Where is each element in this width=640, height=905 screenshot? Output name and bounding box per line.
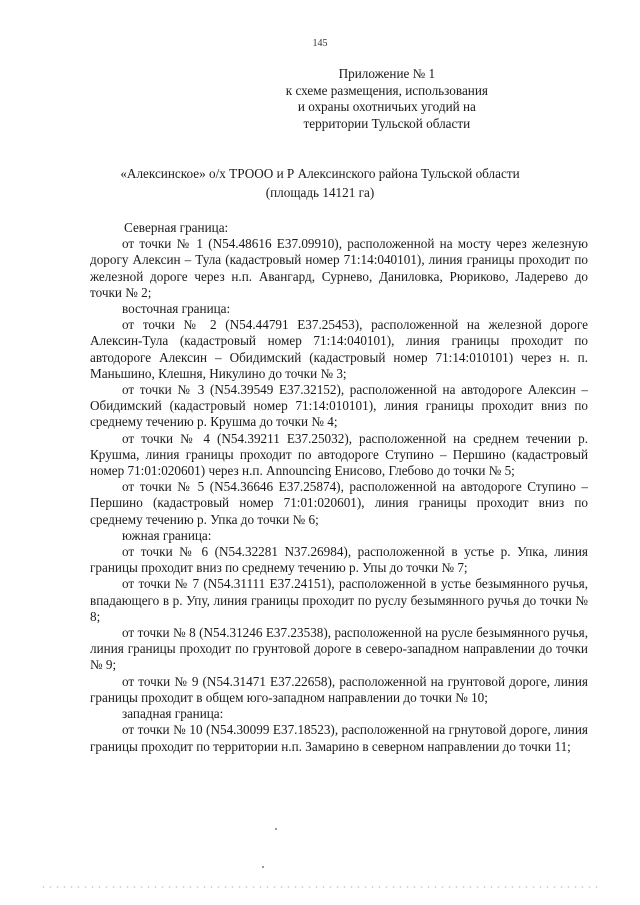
paragraph: от точки № 1 (N54.48616 E37.09910), расположенной на мосту через железную дорогу Алексин – Тула (кадастровый номер 71:14:040101), линия границы проходит по железной дороге через н.п. Авангард, Сурнево, Даниловка, Рюриково, Ладерево до точки № 2;	[90, 236, 588, 300]
paragraph: от точки № 7 (N54.31111 E37.24151), расположенной в устье безымянного ручья, впадающего в р. Упу, линия границы проходит по руслу безымянного ручья до точки № 8;	[90, 576, 588, 624]
title-line-1: «Алексинское» о/х ТРООО и Р Алексинского района Тульской области	[120, 166, 520, 181]
scan-speck	[275, 828, 277, 830]
appendix-line-1: Приложение № 1	[338, 66, 436, 81]
appendix-line-3: и охраны охотничьих угодий на	[297, 99, 476, 114]
paragraph: от точки № 4 (N54.39211 E37.25032), расположенной на среднем течении р. Крушма, линия границы проходит по автодороге Ступино – Першино (кадастровый номер 71:01:020601) через н.п. Announcing Енисово, Глебово до точки № 5;	[90, 430, 588, 479]
paragraph: западная граница:	[122, 706, 224, 722]
paragraph: от точки № 2 (N54.44791 E37.25453), расположенной на железной дороге Алексин-Тула (кадастровый номер 71:14:040101), линия границы проходит по автодороге Алексин – Обидимский (кадастровый номер 71:14:010101) через н. п. Маньшино, Клешня, Никулино до точки № 3;	[90, 317, 588, 381]
appendix-line-2: к схеме размещения, использования	[285, 82, 488, 98]
page-number: 145	[312, 38, 328, 49]
scan-edge-noise	[40, 886, 600, 888]
boundary-description	[90, 220, 588, 755]
scan-speck	[262, 866, 264, 868]
paragraph: от точки № 8 (N54.31246 E37.23538), расположенной на русле безымянного ручья, линия границы проходит по грунтовой дороге в северо-западном направлении до точки № 9;	[90, 625, 588, 673]
paragraph: от точки № 10 (N54.30099 E37.18523), расположенной на грнутовой дороге, линия границы проходит по территории н.п. Замарино в северном направлении до точки 11;	[90, 722, 588, 754]
paragraph: от точки № 6 (N54.32281 N37.26984), расположенной в устье р. Упка, линия границы проходит вниз по среднему течению р. Упы до точки № 7;	[90, 544, 588, 576]
paragraph: восточная граница:	[122, 301, 231, 317]
paragraph: от точки № 9 (N54.31471 E37.22658), расположенной на грунтовой дороге, линия границы проходит в общем юго-западном направлении до точки № 10;	[90, 673, 588, 705]
paragraph: Северная граница:	[124, 220, 229, 235]
paragraph: от точки № 3 (N54.39549 E37.32152), расположенной на автодороге Алексин – Обидимский (кадастровый номер 71:14:010101), линия границы проходит вниз по среднему течению р. Крушма до точки № 4;	[90, 382, 588, 430]
title-line-2: (площадь 14121 га)	[265, 185, 375, 200]
paragraph: от точки № 5 (N54.36646 E37.25874), расположенной на автодороге Ступино – Першино (кадастровый номер 71:01:020601), линия границы проходит вниз по среднему течению р. Упка до точки № 6;	[90, 479, 588, 527]
document-title	[0, 164, 640, 202]
paragraph: южная граница:	[122, 527, 212, 543]
appendix-header	[286, 66, 488, 132]
appendix-line-4: территории Тульской области	[303, 115, 471, 131]
